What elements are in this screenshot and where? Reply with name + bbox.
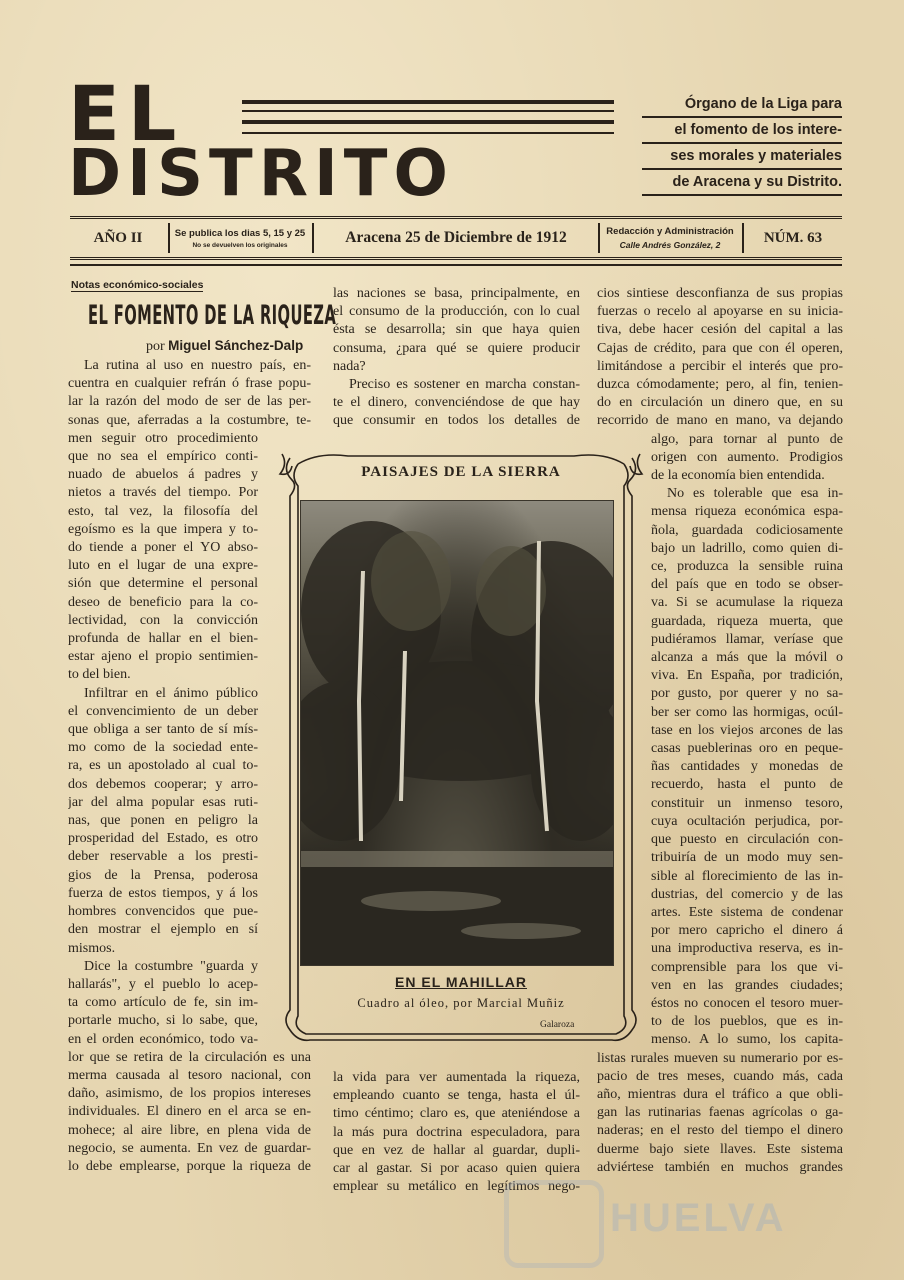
article-line: lor que se retira de la circulación es una [68, 1049, 311, 1065]
article-line: sonas que, aferradas a la costumbre, te- [68, 412, 311, 428]
article-line: daño, asimismo, de los propios intereses [68, 1086, 311, 1102]
illustration-location: Galaroza [540, 1020, 575, 1030]
article-column-2-top [333, 285, 580, 431]
article-line: pacio de tres meses, cuando más, cada [597, 1068, 843, 1084]
article-column-2-bottom [333, 1069, 580, 1196]
article-line: tiva, debe hacer cesión del capital a las [597, 322, 843, 338]
article-line: Cajas de crédito, para que con él operen, [597, 340, 843, 356]
landscape-painting [300, 500, 614, 966]
article-line: cios sintiese desconfianza de sus propias [597, 286, 843, 301]
article-line: men seguir otro procedimiento [68, 430, 258, 446]
article-line: hombres convencidos que pue- [68, 904, 258, 920]
landscape-trees [301, 501, 613, 965]
article-line: timo céntimo; claro es, que ateniéndose a [333, 1106, 580, 1122]
section-label: Notas económico-sociales [71, 279, 204, 291]
masthead-rule [242, 120, 614, 124]
article-line: el convencimiento de un deber [68, 703, 258, 719]
article-line: emplear su metálico en legítimos nego- [333, 1179, 580, 1195]
article-line: ñas cantidades y monedas de [651, 759, 843, 775]
admin-line: Redacción y Administración [606, 226, 734, 237]
article-line: prosperidad del Estado, es otro [68, 831, 258, 847]
article-line: No es tolerable que esa in- [667, 486, 843, 502]
article-line: do tiende a poner el YO abso- [68, 540, 258, 556]
article-line: to de los pueblos, que es in- [651, 1014, 843, 1030]
article-column-3 [597, 285, 843, 1177]
article-line: mo como de la sociedad ente- [68, 740, 258, 756]
article-line: fuerzas o recelo al apoyarse en su inicia- [597, 304, 843, 320]
article-line: te el dinero, convenciéndose de que hay [333, 395, 580, 411]
article-line: do en circulación un dinero que, en su [597, 395, 843, 411]
article-line: empleando cuanto se tenga, hasta el úl- [333, 1088, 580, 1104]
article-line: una improductiva reserva, es in- [651, 941, 843, 957]
article-line: hallarás", y el pueblo lo acep- [68, 976, 258, 992]
article-line: que puesto en circulación con- [651, 832, 843, 848]
article-line: lo debe emplearse, porque la riqueza de [68, 1158, 311, 1174]
subtitle-line: Órgano de la Liga para [642, 92, 842, 118]
article-line: tribuiría de un modo muy sen- [651, 850, 843, 866]
article-line: sible al florecimiento de las in- [651, 868, 843, 884]
article-line: viva. En España, por tradición, [651, 668, 843, 684]
article-line: to del bien. [68, 667, 131, 683]
article-line: guardada, riqueza muerta, que [651, 613, 843, 629]
article-line: Dice la costumbre "guarda y [84, 958, 258, 974]
article-line: que obliga a ser tanto de sí mís- [68, 722, 258, 738]
article-line: que consumir en todos los detalles de [333, 413, 580, 429]
publication-line: No se devuelven los originales [192, 241, 288, 249]
masthead-title-el: EL [68, 69, 185, 158]
article-line: va. Si se acumulase la riqueza [651, 595, 843, 611]
masthead-title-distrito: DISTRITO [68, 137, 454, 211]
illustration-caption: EN EL MAHILLAR [395, 974, 527, 990]
article-line: menso. A lo sumo, los capita- [651, 1032, 843, 1048]
article-line: esto, tal vez, la filosofía del [68, 503, 258, 519]
issue-number: NÚM. 63 [763, 229, 823, 246]
article-line: ce, produzca la sensible ruina [651, 559, 843, 575]
article-line: sión que determine el personal [68, 576, 258, 592]
administration-info [600, 219, 740, 257]
article-line: deseo de beneficio para la co- [68, 594, 258, 610]
article-line: mensa riqueza económica espa- [651, 504, 843, 520]
article-line: ta como artículo de fe, sin im- [68, 995, 258, 1011]
article-line: la vida para ver aumentada la riqueza, [333, 1070, 580, 1085]
article-line: las naciones se basa, principalmente, en [333, 286, 580, 301]
article-line: por mero capricho el dinero á [651, 923, 843, 939]
article-line: comprensible para los que vi- [651, 959, 843, 975]
article-line: nada? [333, 358, 366, 374]
article-line: negocio, se aumenta. En vez de guardar- [68, 1140, 311, 1156]
article-line: portarle mucho, si lo sabe, que, [68, 1013, 258, 1029]
article-line: luto en el lugar de una expre- [68, 558, 258, 574]
byline-prefix: por [146, 339, 165, 354]
article-headline: EL FOMENTO DE LA RIQUEZA [88, 300, 337, 330]
article-line: por gusto, por querer y no sa- [651, 686, 843, 702]
article-line: duerme bajo siete llaves. Este sistema [597, 1141, 843, 1157]
masthead-subtitle [642, 92, 842, 196]
article-line: limitándose a percibir el interés que pro- [597, 358, 843, 374]
article-line: Infiltrar en el ánimo público [84, 685, 258, 701]
article-line: cuentra en cualquier refrán ó frase popu- [68, 376, 311, 392]
article-line: mismos. [68, 940, 116, 956]
article-line: éstos no conocen el tesoro muer- [651, 995, 843, 1011]
article-line: algo, para tornar al punto de [651, 431, 843, 447]
article-line: cuya ocultación perjudica, por- [651, 813, 843, 829]
article-line: naderas; en el resto del tiempo el dinero [597, 1123, 843, 1139]
article-line: lectividad, con la convicción [68, 612, 258, 628]
article-line: dustrias, del comercio y de las [651, 886, 843, 902]
byline [146, 338, 303, 355]
article-line: merma causada al tesoro nacional, con [68, 1067, 311, 1083]
article-line: el consumo de la producción, con lo cual [333, 304, 580, 320]
article-line: fuerza de estos tiempos, y á los [68, 885, 258, 901]
article-line: ra, es un apostolado al cual to- [68, 758, 258, 774]
year-label: AÑO II [93, 229, 143, 246]
subtitle-line: ses morales y materiales [642, 144, 842, 170]
article-line: deber reservable a los presti- [68, 849, 258, 865]
article-line: ven en las grandes ciudades; [651, 977, 843, 993]
article-line: tase en los viejos arcones de las [651, 722, 843, 738]
article-line: año, mientras dura el tráfico a que obli- [597, 1086, 843, 1102]
article-line: individuales. El dinero en el arca se en- [68, 1104, 311, 1120]
author-name: Miguel Sánchez-Dalp [168, 338, 304, 353]
article-line: nas, que ponen en peligro la [68, 813, 258, 829]
article-line: recuerdo, hasta el punto de [651, 777, 843, 793]
illustration-frame [278, 450, 644, 1048]
article-line: profunda de hallar en el bien- [68, 631, 258, 647]
article-line: recorrido de mano en mano, va dejando [597, 413, 843, 429]
article-line: duzca cómodamente; pero, al fin, tenien- [597, 377, 843, 393]
article-line: Preciso es sostener en marcha constan- [349, 377, 580, 393]
article-line: casas pueblerinas oro en peque- [651, 741, 843, 757]
article-line: que en vez de hallar al guardar, dupli- [333, 1142, 580, 1158]
archive-watermark: HUELVA [610, 1196, 787, 1240]
article-line: gios de la Prensa, poderosa [68, 867, 258, 883]
article-line: nietos a través del tiempo. Por [68, 485, 258, 501]
article-line: en el orden económico, todo va- [68, 1031, 258, 1047]
masthead-rule [242, 132, 614, 134]
archive-badge-icon [504, 1180, 604, 1268]
article-line: nuado de abuelos á padres y [68, 467, 258, 483]
subtitle-line: el fomento de los intere- [642, 118, 842, 144]
subtitle-line: de Aracena y su Distrito. [642, 170, 842, 196]
illustration-subcaption: Cuadro al óleo, por Marcial Muñiz [357, 996, 565, 1010]
article-line: egoísmo es la que impera y to- [68, 521, 258, 537]
article-line: la más pura doctrina especuladora, para [333, 1124, 580, 1140]
masthead-rule [242, 110, 614, 112]
article-line: artes. Este sistema de condenar [651, 904, 843, 920]
article-line: ber ser como las hormigas, ocúl- [651, 704, 843, 720]
article-line: que no sea el empírico conti- [68, 449, 258, 465]
article-line: den mostrar el ejemplo en sí [68, 922, 258, 938]
article-line: jar del alma popular esas ruti- [68, 794, 258, 810]
header-rule [70, 264, 842, 266]
article-line: gan las rutinarias faenas agrícolas o ga- [597, 1105, 843, 1121]
article-line: ñola, guardada codiciosamente [651, 522, 843, 538]
illustration-title: PAISAJES DE LA SIERRA [361, 464, 561, 480]
article-line: listas rurales mueven su numerario por es- [597, 1050, 843, 1066]
article-line: mohece; al aire libre, en plena vida de [68, 1122, 311, 1138]
admin-line: Calle Andrés González, 2 [619, 240, 721, 250]
publication-line: Se publica los dias 5, 15 y 25 [174, 227, 306, 239]
article-line: La rutina al uso en nuestro país, en- [84, 358, 311, 373]
article-line: estar ajeno el propio sentimien- [68, 649, 258, 665]
article-line: origen con aumento. Prodigios [651, 449, 843, 465]
article-line: consuma, ¿para qué se quiere producir [333, 340, 580, 356]
place-date: Aracena 25 de Diciembre de 1912 [345, 229, 567, 246]
publication-info [170, 219, 310, 257]
article-line: alcanza a más que la móvil o [651, 650, 843, 666]
article-line: del país que en todo se obser- [651, 577, 843, 593]
article-line: de la economía bien entendida. [651, 468, 825, 484]
article-line: car al gastar. Si por acaso quien quiera [333, 1161, 580, 1177]
article-line: bajo un ladrillo, como quien di- [651, 540, 843, 556]
article-line: adviértese también en muchos grandes [597, 1159, 843, 1175]
article-line: ésta se desarrolla; sin que haya quien [333, 322, 580, 338]
info-bar [70, 216, 842, 260]
masthead-rule [242, 100, 614, 104]
article-line: lar la razón del modo de ser de las per- [68, 394, 311, 410]
article-line: pudiéramos llamar, veríase que [651, 631, 843, 647]
article-column-1 [68, 357, 311, 1176]
article-line: dos debemos cooperar; y arro- [68, 776, 258, 792]
article-line: constituir un inmenso tesoro, [651, 795, 843, 811]
